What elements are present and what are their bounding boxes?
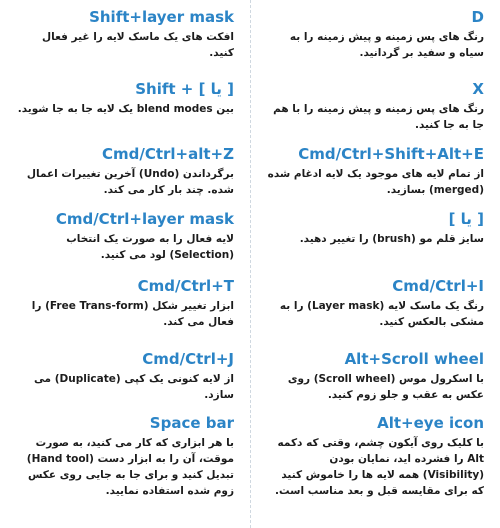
shortcut-description: رنگ های پس زمینه و پیش زمینه را با هم جا به جا کنید. — [273, 103, 484, 131]
column-divider — [250, 0, 251, 528]
shortcut-key: Cmd/Ctrl+I — [392, 277, 484, 295]
shortcut-key: Cmd/Ctrl+J — [142, 350, 234, 368]
shortcut-card — [0, 202, 250, 269]
shortcut-card — [250, 72, 500, 137]
shortcut-description: با هر ابزاری که کار می کنید، به صورت موقت، آن را به ابزار دست (Hand tool) تبدیل کنید و برای جا به جایی روی عکس زوم شده استفاده نمایید. — [26, 437, 234, 497]
shortcut-key: [ یا ] — [448, 210, 484, 228]
shortcut-key: Alt+Scroll wheel — [344, 350, 484, 368]
shortcut-description: برگرداندن (Undo) آخرین تغییرات اعمال شده. چند بار کار می کند. — [26, 168, 234, 196]
shortcut-card — [0, 269, 250, 342]
shortcut-key: D — [471, 8, 484, 26]
shortcut-description: لایه فعال را به صورت یک انتخاب (Selection) لود می کنید. — [66, 233, 234, 261]
shortcut-card — [0, 137, 250, 202]
shortcut-description: با کلیک روی آیکون چشم، وقتی که دکمه Alt را فشرده اید، نمایان بودن (Visibility) همه لایه ها را خاموش کنید که برای مقایسه قبل و بعد مناسب است. — [275, 437, 484, 497]
shortcut-card — [250, 342, 500, 406]
shortcut-card — [0, 0, 250, 72]
shortcut-card — [250, 137, 500, 202]
shortcut-card — [0, 406, 250, 528]
shortcut-card — [250, 269, 500, 342]
shortcut-description: افکت های یک ماسک لایه را غیر فعال کنید. — [42, 31, 234, 59]
shortcut-card — [250, 202, 500, 269]
shortcut-key: Cmd/Ctrl+layer mask — [55, 210, 234, 228]
shortcut-key: X — [472, 80, 484, 98]
shortcut-description: از تمام لایه های موجود یک لایه ادغام شده (merged) بسازید. — [267, 168, 484, 196]
shortcut-card — [250, 406, 500, 528]
shortcut-description: با اسکرول موس (Scroll wheel) روی عکس به عقب و جلو زوم کنید. — [287, 373, 484, 401]
shortcut-key: Shift+layer mask — [89, 8, 234, 26]
shortcut-key: Alt+eye icon — [377, 414, 484, 432]
shortcut-key: Shift + [ یا ] — [135, 80, 234, 98]
shortcut-card — [250, 0, 500, 72]
shortcut-description: ابزار تغییر شکل (Free Trans-form) را فعال می کند. — [31, 300, 234, 328]
shortcut-card — [0, 342, 250, 406]
shortcut-card — [0, 72, 250, 137]
shortcut-description: سایز قلم مو (brush) را تغییر دهید. — [299, 233, 484, 245]
shortcut-description: از لایه کنونی یک کپی (Duplicate) می سازد. — [33, 373, 234, 401]
shortcut-key: Space bar — [149, 414, 234, 432]
shortcut-key: Cmd/Ctrl+T — [137, 277, 234, 295]
shortcut-key: Cmd/Ctrl+Shift+Alt+E — [298, 145, 484, 163]
shortcut-description: رنگ های پس زمینه و پیش زمینه را به سیاه و سفید بر گردانید. — [289, 31, 484, 59]
shortcut-description: رنگ یک ماسک لایه (Layer mask) را به مشکی بالعکس کنید. — [279, 300, 484, 328]
shortcut-key: Cmd/Ctrl+alt+Z — [101, 145, 234, 163]
shortcut-description: بین blend modes یک لایه جا به جا شوید. — [17, 103, 234, 115]
